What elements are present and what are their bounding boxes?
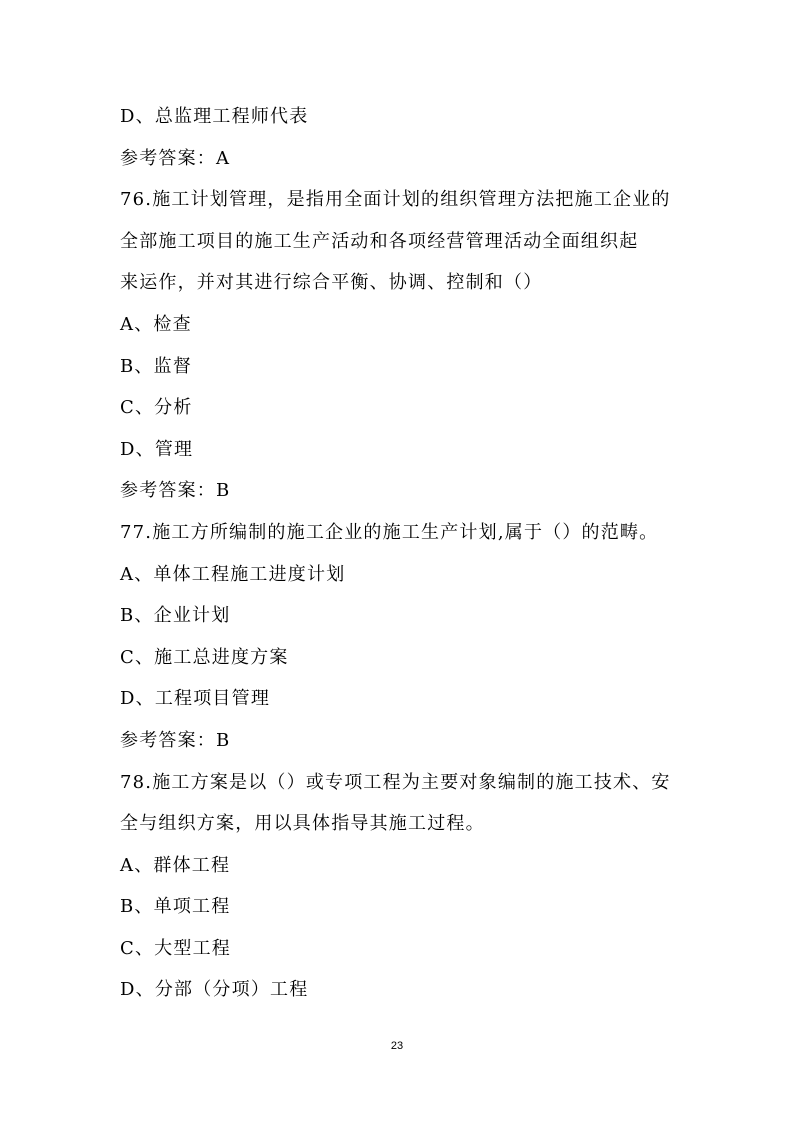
question-76-line-3: 来运作，并对其进行综合平衡、协调、控制和（） bbox=[120, 272, 543, 294]
option-d-line: D、总监理工程师代表 bbox=[120, 106, 309, 127]
option-d-line: D、管理 bbox=[120, 438, 194, 460]
option-b-line: B、监督 bbox=[120, 355, 193, 377]
question-77-line-1: 77.施工方所编制的施工企业的施工生产计划,属于（）的范畴。 bbox=[120, 521, 659, 543]
answer-line: 参考答案：A bbox=[120, 147, 231, 169]
question-78-line-1: 78.施工方案是以（）或专项工程为主要对象编制的施工技术、安 bbox=[120, 771, 671, 793]
document-body bbox=[120, 96, 680, 1011]
question-76-line-2: 全部施工项目的施工生产活动和各项经营管理活动全面组织起 bbox=[120, 230, 639, 252]
page-number: 23 bbox=[390, 1040, 404, 1052]
option-c-line: C、分析 bbox=[120, 397, 193, 419]
option-c-line: C、施工总进度方案 bbox=[120, 646, 289, 668]
answer-line: 参考答案：B bbox=[120, 480, 231, 502]
option-a-line: A、单体工程施工进度计划 bbox=[120, 563, 346, 585]
option-d-line: D、工程项目管理 bbox=[120, 688, 271, 710]
question-78-line-2: 全与组织方案，用以具体指导其施工过程。 bbox=[120, 813, 485, 835]
answer-line: 参考答案：B bbox=[120, 729, 231, 751]
option-a-line: A、群体工程 bbox=[120, 854, 231, 876]
option-d-line: D、分部（分项）工程 bbox=[120, 979, 309, 1001]
option-b-line: B、单项工程 bbox=[120, 896, 231, 918]
option-a-line: A、检查 bbox=[120, 313, 192, 335]
question-76-line-1: 76.施工计划管理，是指用全面计划的组织管理方法把施工企业的 bbox=[120, 189, 671, 211]
option-c-line: C、大型工程 bbox=[120, 937, 231, 959]
option-b-line: B、企业计划 bbox=[120, 605, 231, 627]
